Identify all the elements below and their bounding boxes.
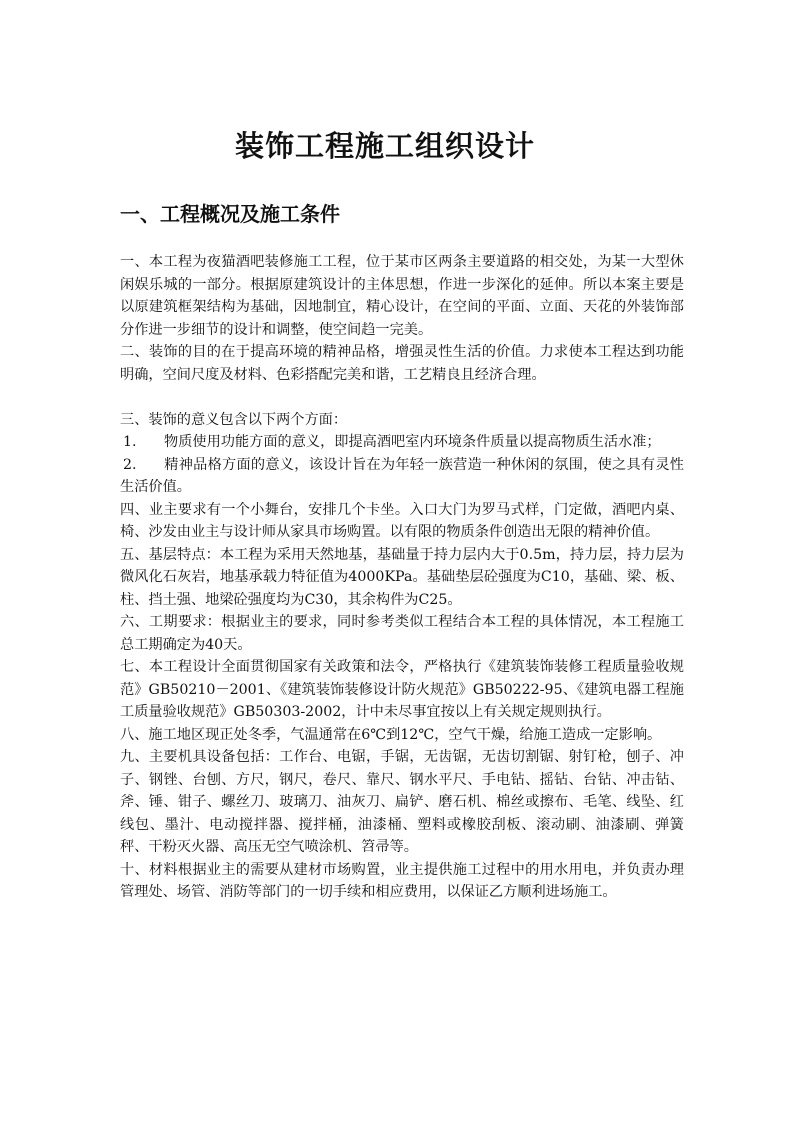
- paragraph-materials: 十、材料根据业主的需要从建材市场购置，业主提供施工过程中的用水用电，并负责办理管理处、场管、消防等部门的一切手续和相应费用，以保证乙方顺利进场施工。: [120, 861, 684, 900]
- paragraph-foundation-features: 五、基层特点：本工程为采用天然地基，基础量于持力层内大于0.5m，持力层，持力层为微风化石灰岩，地基承载力特征值为4000KPa。基础垫层砼强度为C10，基础、梁、板、柱、挡土强、地梁砼强度均为C30，其余构件为C25。: [120, 546, 684, 608]
- paragraph-equipment: 九、主要机具设备包括：工作台、电锯，手锯，无齿锯，无齿切割锯、射钉枪，刨子、冲子、钢锉、台刨、方尺，钢尺，卷尺、靠尺、钢水平尺、手电钻、摇钻、台钻、冲击钻、斧、锤、钳子、螺丝刀、玻璃刀、油灰刀、扁铲、磨石机、棉丝或擦布、毛笔、线坠、红线包、墨汁、电动搅拌器、搅拌桶，油漆桶、塑料或橡胶刮板、滚动刷、油漆刷、弹簧秤、干粉灭火器、高压无空气喷涂机、笤帚等。: [120, 749, 684, 855]
- section-heading: 一、工程概况及施工条件: [120, 202, 340, 226]
- document-body: [120, 251, 684, 904]
- paragraph-climate: 八、施工地区现正处冬季，气温通常在6℃到12℃，空气干燥，给施工造成一定影响。: [120, 726, 662, 743]
- page-title: 装饰工程施工组织设计: [234, 129, 535, 163]
- list-item-material-meaning: [120, 431, 684, 454]
- list-item-number: 2.: [123, 456, 137, 473]
- list-item-text: 精神品格方面的意义，该设计旨在为年轻一族营造一种休闲的氛围，使之具有灵性生活价值。: [120, 456, 684, 495]
- paragraph-schedule-requirements: 六、工期要求：根据业主的要求，同时参考类似工程结合本工程的具体情况，本工程施工总工期确定为40天。: [120, 614, 684, 653]
- list-item-number: 1.: [123, 434, 137, 450]
- paragraph-standards: 七、本工程设计全面贯彻国家有关政策和法令，严格执行《建筑装饰装修工程质量验收规范》GB50210－2001、《建筑装饰装修设计防火规范》GB50222-95、《建筑电器工程施工质量验收规范》GB50303-2002，计中未尽事宜按以上有关规定规则执行。: [120, 659, 684, 720]
- list-item-text: 物质使用功能方面的意义，即提高酒吧室内环境条件质量以提高物质生活水准；: [164, 434, 661, 450]
- list-item-spiritual-meaning: [120, 454, 684, 499]
- paragraph-decoration-purpose: 二、装饰的目的在于提高环境的精神品格，增强灵性生活的价值。力求使本工程达到功能明确，空间尺度及材料、色彩搭配完美和谐，工艺精良且经济合理。: [120, 344, 684, 383]
- paragraph-decoration-meaning: 三、装饰的意义包含以下两个方面：: [120, 411, 348, 428]
- paragraph-project-overview: 一、本工程为夜猫酒吧装修施工工程，位于某市区两条主要道路的相交处，为某一大型休闲娱乐城的一部分。根据原建筑设计的主体思想，作进一步深化的延伸。所以本案主要是以原建筑框架结构为基础，因地制宜，精心设计，在空间的平面、立面、天花的外装饰部分作进一步细节的设计和调整，使空间趋一完美。: [120, 254, 684, 338]
- paragraph-owner-requirements: 四、业主要求有一个小舞台，安排几个卡坐。入口大门为罗马式样，门定做，酒吧内桌、椅、沙发由业主与设计师从家具市场购置。以有限的物质条件创造出无限的精神价值。: [120, 501, 684, 540]
